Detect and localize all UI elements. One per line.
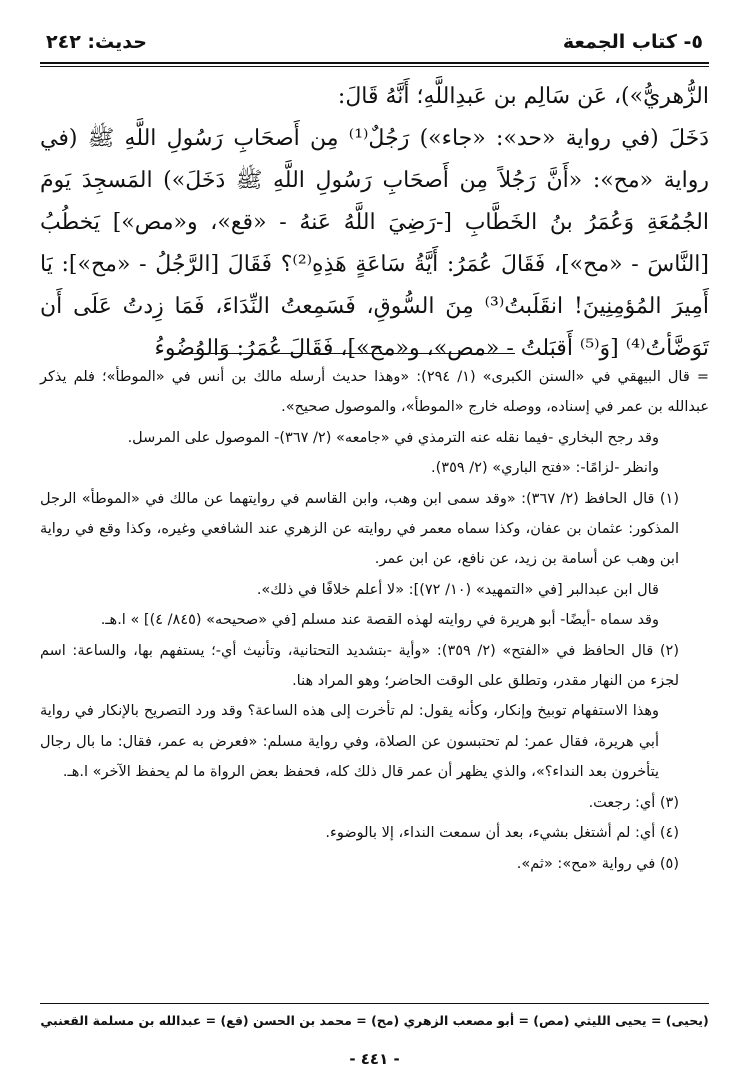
main-text-paragraph: دَخَلَ (في رواية «حد»: «جاء») رَجُلٌ⁽¹⁾ مِن أَصحَابِ رَسُولِ اللَّهِ ﷺ (في رواية «مح»: «أَنَّ رَجُلاً مِن أَصحَابِ رَسُولِ اللَّهِ ﷺ دَخَلَ») المَسجِدَ يَومَ الجُمُعَةِ وَعُمَرُ بنُ الخَطَّابِ [-رَضِيَ اللَّهُ عَنهُ - «قع»، و«مص»] يَخطُبُ [النَّاسَ - «مح»]، فَقَالَ عُمَرُ: أَيَّةُ سَاعَةٍ هَذِهِ⁽²⁾؟ فَقَالَ [الرَّجُلُ - «مح»]: يَا أَمِيرَ المُؤمِنِينَ! انقَلَبتُ⁽³⁾ مِنَ السُّوقِ، فَسَمِعتُ النِّدَاءَ، فَمَا زِدتُ عَلَى أَن تَوَضَّأتُ⁽⁴⁾ [وَ⁽⁵⁾ أَقبَلتُ - «مص»، و«مح»]، فَقَالَ عُمَرُ: وَالوُضُوءُ (40, 126, 710, 361)
footnote-2: (٢) قال الحافظ في «الفتح» (٢/ ٣٥٩): «وأية -بتشديد التحتانية، وتأنيث أي-؛ يستفهم بها، والساعة: اسم لجزء من النهار مقدر، وتطلق على الوقت الحاضر؛ وهو المراد هنا. (40, 642, 679, 690)
page-number: - ٤٤١ - (349, 1050, 400, 1068)
footnote-continued: = قال البيهقي في «السنن الكبرى» (١/ ٢٩٤): «وهذا حديث أرسله مالك بن أنس في «الموطأ»؛ فلم يذكر عبدالله بن عمر في إسناده، ووصله خارج «الموطأ»، والموصول صحيح». (40, 369, 709, 416)
footnote-4: (٤) أي: لم أشتغل بشيء، بعد أن سمعت النداء، إلا بالوضوء. (325, 825, 679, 842)
footnote-text: وقد سماه -أيضًا- أبو هريرة في روايته لهذه القصة عند مسلم [في «صحيحه» (٨٤٥/ ٤)] » ا.هـ. (100, 612, 659, 629)
abbreviations-key: (يحيى) = يحيى الليثي (مص) = أبو مصعب الزهري (مح) = محمد بن الحسن (قع) = عبدالله بن مسلمة القعنبي (40, 1013, 709, 1028)
header-rule (40, 62, 709, 64)
footnote-3: (٣) أي: رجعت. (588, 794, 679, 811)
footnote-text: قال ابن عبدالبر [في «التمهيد» (١٠/ ٧٢)]: «لا أعلم خلافًا في ذلك». (256, 581, 659, 598)
main-text-line: الزُّهريُّ»)، عَن سَالِم بن عَبدِاللَّهِ؛ أَنَّهُ قَالَ: (337, 84, 709, 109)
footnotes (40, 362, 709, 879)
abbreviations-rule (40, 1003, 709, 1004)
footnote-separator (190, 353, 515, 354)
footnote-5: (٥) في رواية «مح»: «ثم». (516, 855, 679, 872)
running-header (46, 24, 703, 60)
footnote-text: وقد رجح البخاري -فيما نقله عنه الترمذي في «جامعه» (٢/ ٣٦٧)- الموصول على المرسل. (127, 429, 659, 446)
main-text (40, 76, 709, 370)
header-rule-thin (40, 66, 709, 67)
footnote-text: وهذا الاستفهام توبيخ وإنكار، وكأنه يقول: لم تأخرت إلى هذه الساعة؟ وقد ورد التصريح بالإنكار في رواية أبي هريرة، فقال عمر: لم تحتبسون عن الصلاة، وفي رواية مسلم: «فعرض به عمر، فقال: ما بال رجال يتأخرون بعد النداء؟»، والذي يظهر أن عمر قال ذلك كله، فحفظ بعض الرواة ما لم يحفظ الآخر» ا.هـ. (40, 703, 659, 781)
hadith-number: حديث: ٢٤٢ (46, 31, 147, 53)
chapter-title: ٥- كتاب الجمعة (562, 31, 703, 53)
footnote-1: (١) قال الحافظ (٢/ ٣٦٧): «وقد سمى ابن وهب، وابن القاسم في روايتهما عن مالك في «الموطأ» الرجل المذكور: عثمان بن عفان، وكذا سماه معمر في روايته عن الزهري عند الشافعي وغيره، وكذا وقع في رواية ابن وهب عن أسامة بن زيد، عن نافع، عن ابن عمر. (40, 490, 679, 568)
footnote-text: وانظر -لزامًا-: «فتح الباري» (٢/ ٣٥٩). (431, 460, 659, 477)
